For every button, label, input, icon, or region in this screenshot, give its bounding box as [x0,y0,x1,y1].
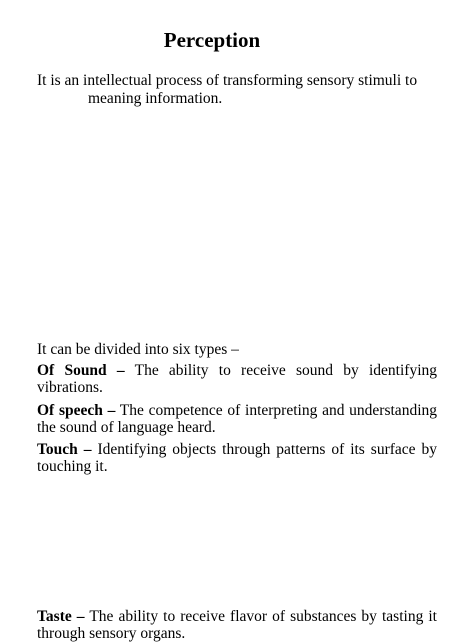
intro-line-1: It is an intellectual process of transforming sensory stimuli to [37,72,418,89]
type-description: The competence of interpreting and understanding the sound of language heard. [37,402,437,436]
type-description: The ability to receive sound by identifying vibrations. [37,362,438,396]
type-paragraph-sound [37,362,437,396]
type-description: The ability to receive flavor of substances by tasting it through sensory organs. [37,608,437,642]
intro-line-2: meaning information. [88,90,223,107]
type-term: Taste – [37,608,85,625]
type-paragraph-speech [37,402,437,436]
page-title: Perception [163,28,261,52]
type-paragraph-touch [37,441,437,475]
type-paragraph-taste [37,608,437,642]
types-intro: It can be divided into six types – [37,341,239,358]
intro-paragraph [37,72,437,108]
type-description: Identifying objects through patterns of its surface by touching it. [37,441,437,475]
type-term: Of speech – [37,402,116,419]
type-term: Of Sound – [37,362,125,379]
type-term: Touch – [37,441,92,458]
